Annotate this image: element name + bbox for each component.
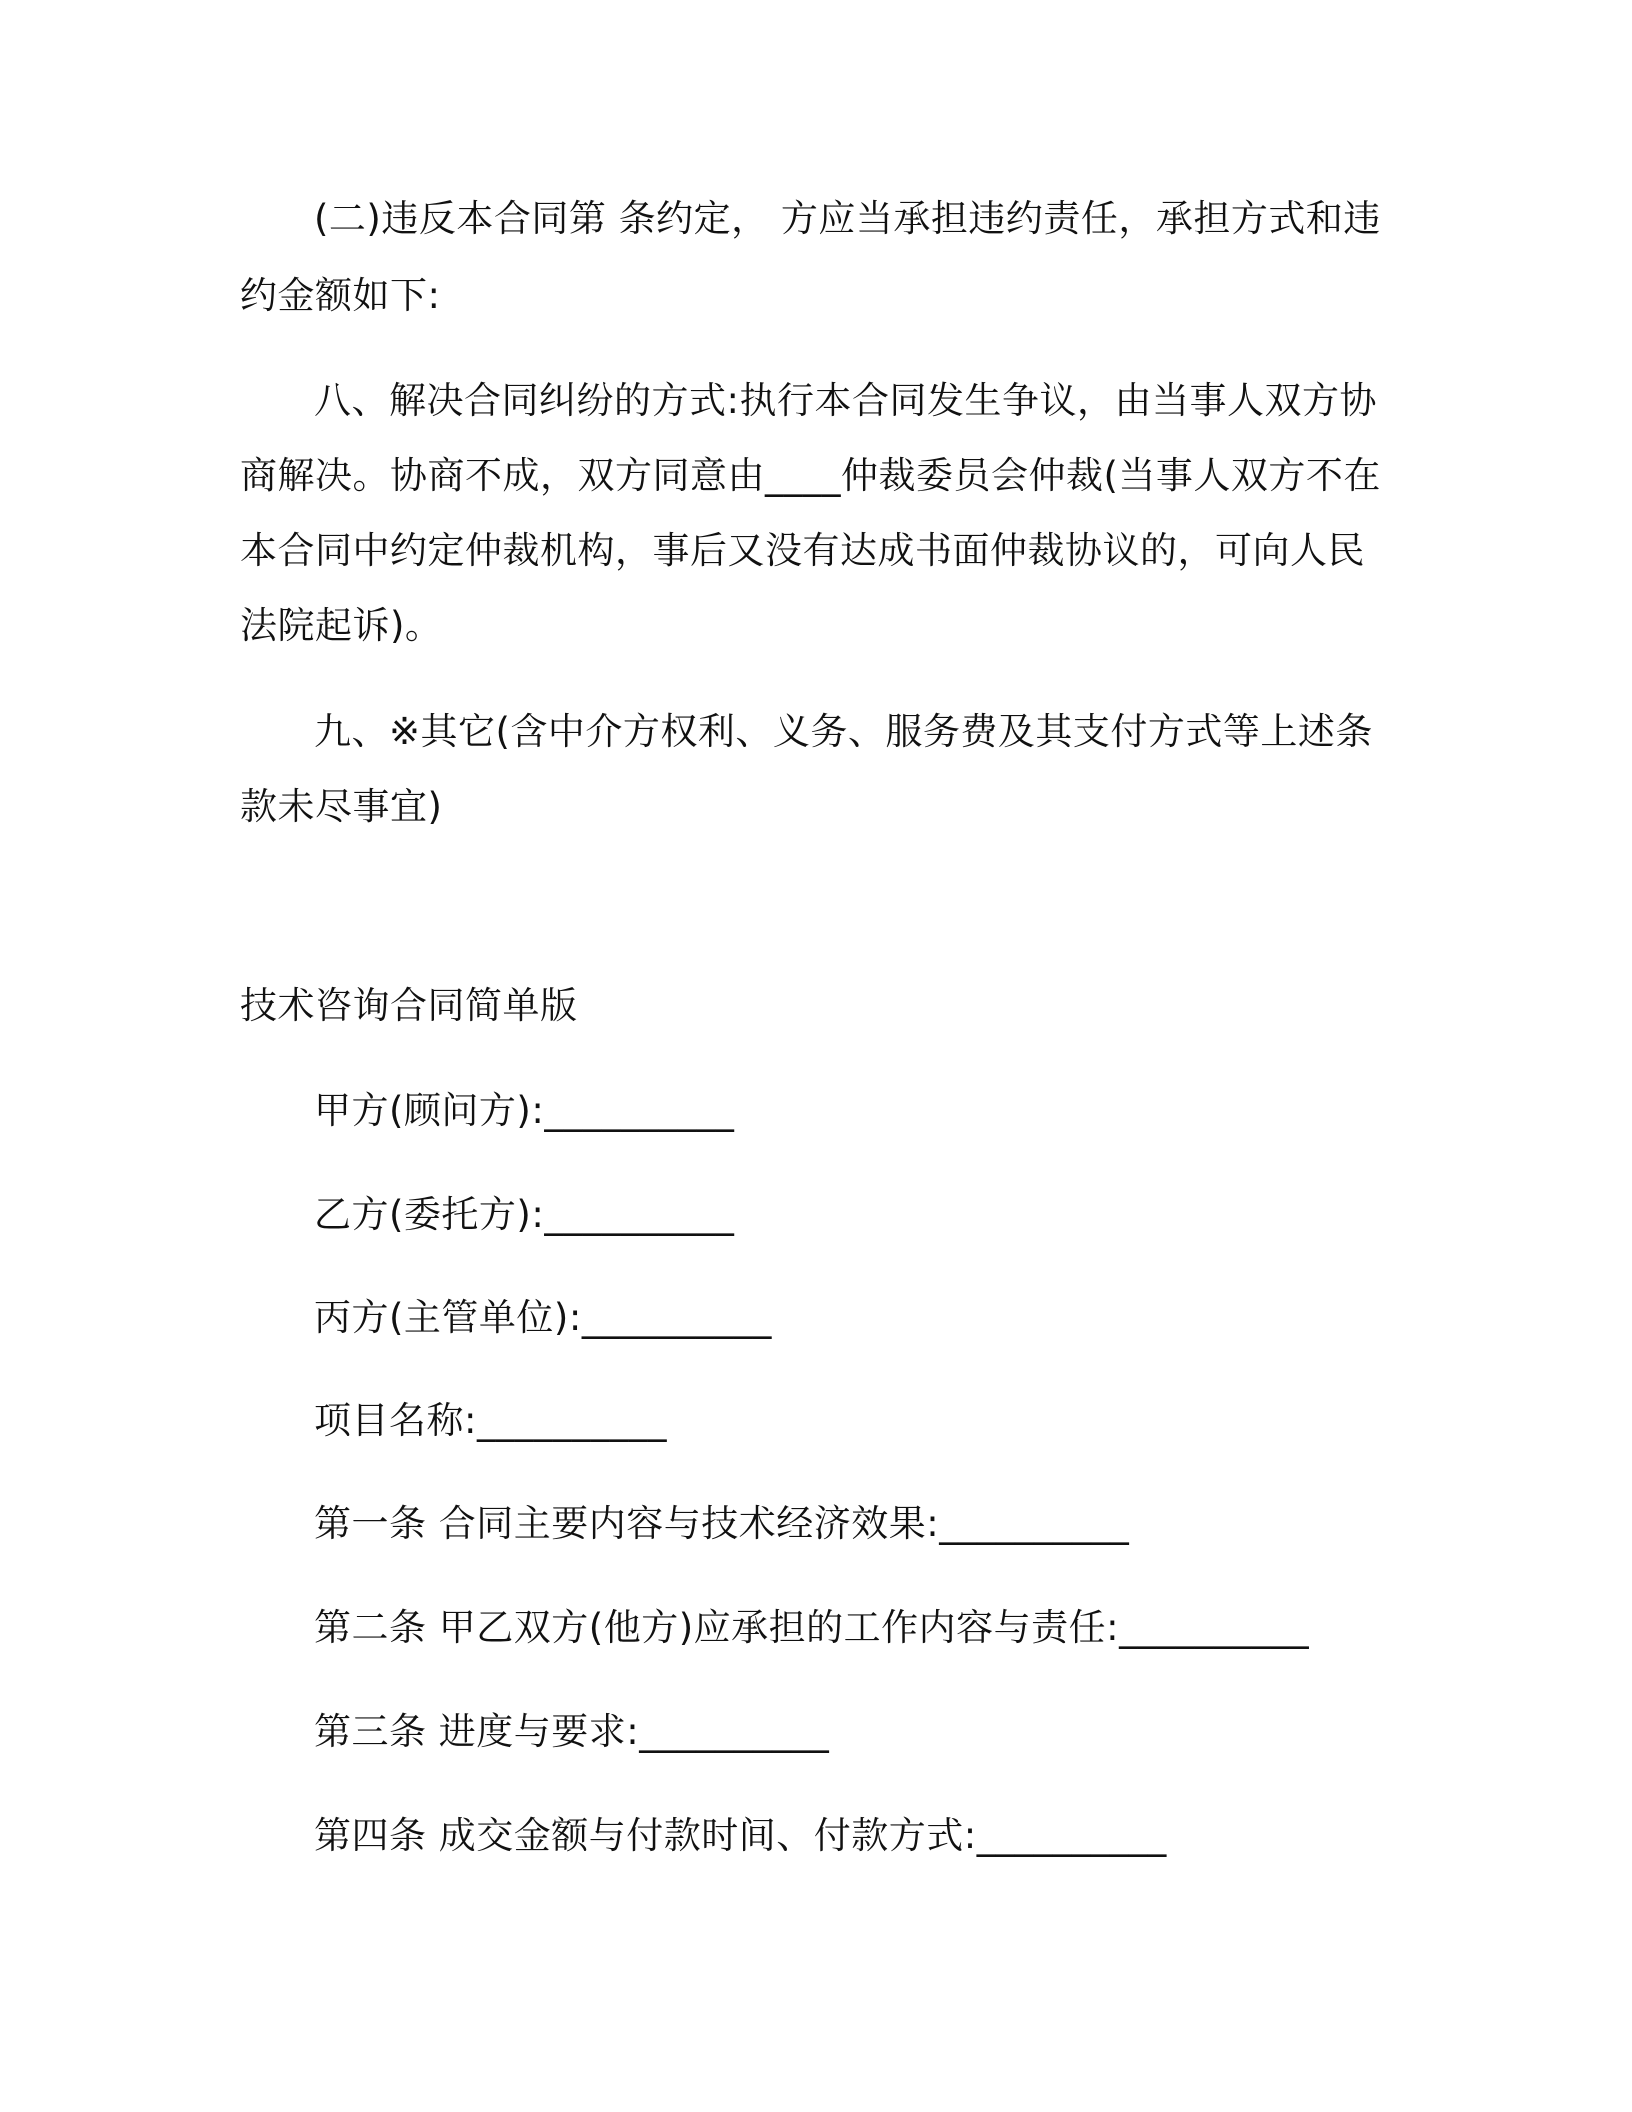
- article-2-field: 第二条 甲乙双方(他方)应承担的工作内容与责任:__________: [314, 1606, 1310, 1649]
- clause-2-violation-line-1: (二)违反本合同第 条约定， 方应当承担违约责任，承担方式和违: [314, 197, 1381, 240]
- clause-2-violation-line-2: 约金额如下:: [240, 274, 441, 317]
- clause-8-dispute-line-2: 商解决。协商不成，双方同意由____仲裁委员会仲裁(当事人双方不在: [240, 454, 1381, 497]
- party-a-field: 甲方(顾问方):__________: [314, 1089, 735, 1132]
- party-b-field: 乙方(委托方):__________: [314, 1193, 735, 1236]
- clause-9-other-line-2: 款未尽事宜): [240, 785, 443, 828]
- project-name-field: 项目名称:__________: [314, 1399, 667, 1442]
- clause-8-dispute-line-3: 本合同中约定仲裁机构，事后又没有达成书面仲裁协议的，可向人民: [240, 529, 1365, 572]
- party-c-field: 丙方(主管单位):__________: [314, 1296, 772, 1339]
- article-3-field: 第三条 进度与要求:__________: [314, 1710, 830, 1753]
- clause-9-other-line-1: 九、※其它(含中介方权利、义务、服务费及其支付方式等上述条: [314, 710, 1373, 753]
- article-1-field: 第一条 合同主要内容与技术经济效果:__________: [314, 1502, 1130, 1545]
- article-4-field: 第四条 成交金额与付款时间、付款方式:__________: [314, 1814, 1167, 1857]
- clause-8-dispute-line-4: 法院起诉)。: [240, 604, 443, 647]
- clause-8-dispute-line-1: 八、解决合同纠纷的方式:执行本合同发生争议，由当事人双方协: [314, 379, 1377, 422]
- contract-title: 技术咨询合同简单版: [240, 984, 578, 1027]
